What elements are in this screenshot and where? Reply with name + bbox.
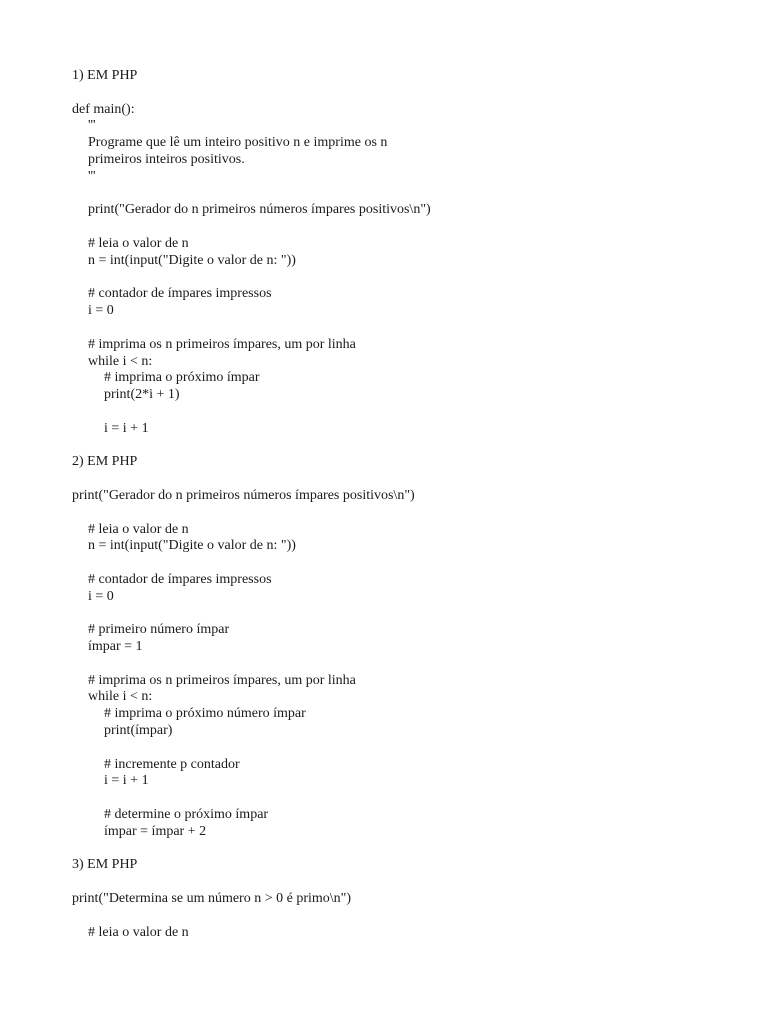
code-comment-line: # incremente p contador (104, 756, 240, 772)
code-comment-line: # contador de ímpares impressos (88, 286, 272, 302)
section-heading: 1) EM PHP (72, 68, 138, 83)
code-line: print(ímpar) (104, 723, 173, 739)
blank-line (72, 740, 732, 757)
code-line: ''' (88, 168, 96, 184)
code-line: n = int(input("Digite o valor de n: ")) (88, 252, 296, 268)
blank-line (72, 555, 732, 572)
code-comment-line: # imprima o próximo ímpar (104, 370, 260, 386)
code-line: print("Gerador do n primeiros números ímpares positivos\n") (72, 487, 415, 503)
blank-line (72, 404, 732, 421)
code-line: while i < n: (88, 353, 153, 369)
code-line: i = 0 (88, 588, 114, 604)
blank-line (72, 219, 732, 236)
code-line: ímpar = 1 (88, 639, 143, 655)
code-line: def main(): (72, 101, 135, 117)
code-line: i = i + 1 (104, 773, 149, 789)
code-line: print(2*i + 1) (104, 387, 180, 403)
blank-line (72, 790, 732, 807)
code-comment-line: # leia o valor de n (88, 235, 189, 251)
code-comment-line: # determine o próximo ímpar (104, 807, 269, 823)
blank-line (72, 606, 732, 623)
code-comment-line: # contador de ímpares impressos (88, 571, 272, 587)
code-line: ímpar = ímpar + 2 (104, 823, 207, 839)
code-comment-line: # leia o valor de n (88, 521, 189, 537)
code-comment-line: # imprima o próximo número ímpar (104, 706, 306, 722)
code-line: i = 0 (88, 303, 114, 319)
blank-line (72, 841, 732, 858)
code-line: print("Determina se um número n > 0 é primo\n") (72, 891, 352, 907)
document-page (72, 68, 732, 941)
code-line: while i < n: (88, 689, 153, 705)
blank-line (72, 908, 732, 925)
section-heading: 3) EM PHP (72, 857, 138, 873)
blank-line (72, 656, 732, 673)
section-heading: 2) EM PHP (72, 454, 138, 470)
code-line: i = i + 1 (104, 420, 149, 436)
code-line: n = int(input("Digite o valor de n: ")) (88, 538, 296, 554)
blank-line (72, 186, 732, 203)
blank-line (72, 320, 732, 337)
code-line: primeiros inteiros positivos. (88, 151, 245, 167)
blank-line (72, 471, 732, 488)
code-comment-line: # imprima os n primeiros ímpares, um por linha (88, 336, 356, 352)
code-line: print("Gerador do n primeiros números ímpares positivos\n") (88, 202, 431, 218)
blank-line (72, 438, 732, 455)
blank-line (72, 874, 732, 891)
code-line: ''' (88, 118, 96, 134)
blank-line (72, 85, 732, 102)
code-line: Programe que lê um inteiro positivo n e imprime os n (88, 135, 388, 151)
code-comment-line: # imprima os n primeiros ímpares, um por linha (88, 672, 356, 688)
code-comment-line: # leia o valor de n (88, 924, 189, 940)
code-comment-line: # primeiro número ímpar (88, 622, 230, 638)
blank-line (72, 270, 732, 287)
blank-line (72, 505, 732, 522)
